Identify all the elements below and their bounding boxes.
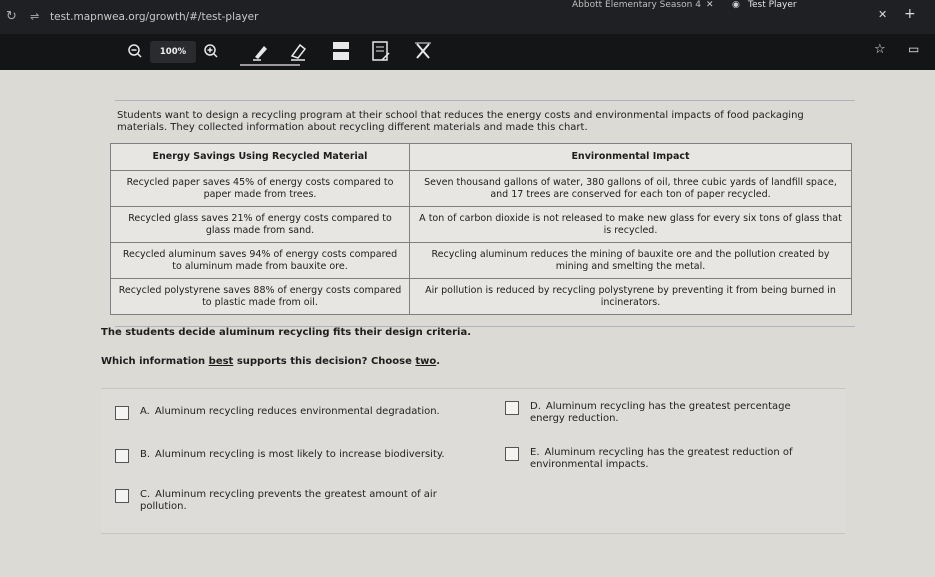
checkbox[interactable] (505, 447, 519, 461)
table-cell: Air pollution is reduced by recycling polystyrene by preventing it from being burned in incinerators. (410, 279, 852, 315)
top-divider (115, 100, 855, 101)
table-row (111, 279, 852, 315)
passage-intro: Students want to design a recycling program at their school that reduces the energy costs and environmental impacts of food packaging materials. They collected information about recycling different materials and made this chart. (117, 110, 804, 133)
choice-text: Aluminum recycling has the greatest reduction of environmental impacts. (530, 447, 793, 470)
table-cell: Recycled paper saves 45% of energy costs compared to paper made from trees. (111, 171, 410, 207)
notepad-icon (372, 41, 390, 61)
test-content (0, 70, 935, 577)
question-emphasis-best: best (208, 356, 234, 367)
checkbox[interactable] (115, 449, 129, 463)
table-row (111, 243, 852, 279)
zoom-out-icon (127, 43, 143, 59)
choice-text: Aluminum recycling has the greatest percentage energy reduction. (530, 401, 791, 424)
table-row (111, 207, 852, 243)
question-prefix: Which information (101, 356, 206, 367)
zoom-in-icon (203, 43, 219, 59)
recycling-table (110, 143, 852, 315)
globe-icon: ◉ (732, 0, 740, 10)
tab-abbott[interactable]: Abbott Elementary Season 4 (572, 0, 701, 10)
answer-eliminator-button[interactable] (412, 40, 434, 62)
checkbox[interactable] (505, 401, 519, 415)
eraser-icon (289, 41, 309, 61)
highlighter-icon (251, 41, 271, 61)
zoom-level: 100% (150, 41, 196, 63)
url-text[interactable]: test.mapnwea.org/growth/#/test-player (50, 11, 259, 23)
choice-letter: E. (530, 447, 540, 458)
choice-letter: C. (140, 489, 151, 500)
table-cell: Recycled glass saves 21% of energy costs compared to glass made from sand. (111, 207, 410, 243)
bookmark-star-icon[interactable]: ☆ (874, 42, 886, 57)
table-cell: Recycled polystyrene saves 88% of energy costs compared to plastic made from oil. (111, 279, 410, 315)
tab-strip (520, 0, 935, 12)
table-header: Environmental Impact (410, 144, 852, 171)
zoom-out-button[interactable] (124, 40, 146, 62)
close-window-icon[interactable]: ✕ (878, 8, 888, 21)
answer-eliminator-icon (414, 41, 432, 61)
choice-letter: B. (140, 449, 151, 460)
browser-chrome (0, 0, 935, 34)
checkbox[interactable] (115, 489, 129, 503)
table-cell: Recycling aluminum reduces the mining of bauxite ore and the pollution created by mining and smelting the metal. (410, 243, 852, 279)
choice-c[interactable] (115, 489, 455, 513)
question-prompt (101, 356, 440, 367)
choice-e[interactable] (505, 447, 825, 471)
eraser-button[interactable] (286, 40, 312, 62)
question-emphasis-two: two (415, 356, 437, 367)
choice-letter: D. (530, 401, 541, 412)
notepad-button[interactable] (370, 40, 392, 62)
table-cell: Seven thousand gallons of water, 380 gallons of oil, three cubic yards of landfill space, and 17 trees are conserved for each ton of paper recycled. (410, 171, 852, 207)
highlighter-button[interactable] (248, 40, 274, 62)
reload-icon[interactable]: ↻ (6, 9, 17, 24)
question-middle: supports this decision? Choose (236, 356, 412, 367)
choice-a[interactable] (115, 406, 495, 420)
choice-b[interactable] (115, 449, 495, 463)
choice-text: Aluminum recycling prevents the greatest amount of air pollution. (140, 489, 437, 512)
close-tab-icon[interactable]: ✕ (706, 0, 714, 10)
line-reader-icon (332, 41, 350, 61)
new-tab-icon[interactable]: + (904, 6, 916, 22)
choice-d[interactable] (505, 401, 825, 425)
test-toolbar (0, 34, 935, 70)
tab-test-player[interactable]: Test Player (748, 0, 797, 10)
table-header: Energy Savings Using Recycled Material (111, 144, 410, 171)
answer-choices (101, 388, 845, 534)
checkbox[interactable] (115, 406, 129, 420)
table-cell: A ton of carbon dioxide is not released to make new glass for every six tons of glass that is recycled. (410, 207, 852, 243)
decision-statement: The students decide aluminum recycling fits their design criteria. (101, 327, 472, 338)
site-settings-icon[interactable]: ⇌ (30, 10, 40, 23)
table-header-row (111, 144, 852, 171)
question-suffix: . (436, 356, 441, 367)
table-cell: Recycled aluminum saves 94% of energy costs compared to aluminum made from bauxite ore. (111, 243, 410, 279)
choice-text: Aluminum recycling reduces environmental degradation. (154, 406, 440, 417)
table-row (111, 171, 852, 207)
choice-letter: A. (140, 406, 150, 417)
toolbar-underline (240, 64, 300, 66)
extension-icon[interactable]: ▭ (908, 42, 920, 56)
choice-text: Aluminum recycling is most likely to increase biodiversity. (155, 449, 445, 460)
zoom-in-button[interactable] (200, 40, 222, 62)
line-reader-button[interactable] (330, 40, 352, 62)
